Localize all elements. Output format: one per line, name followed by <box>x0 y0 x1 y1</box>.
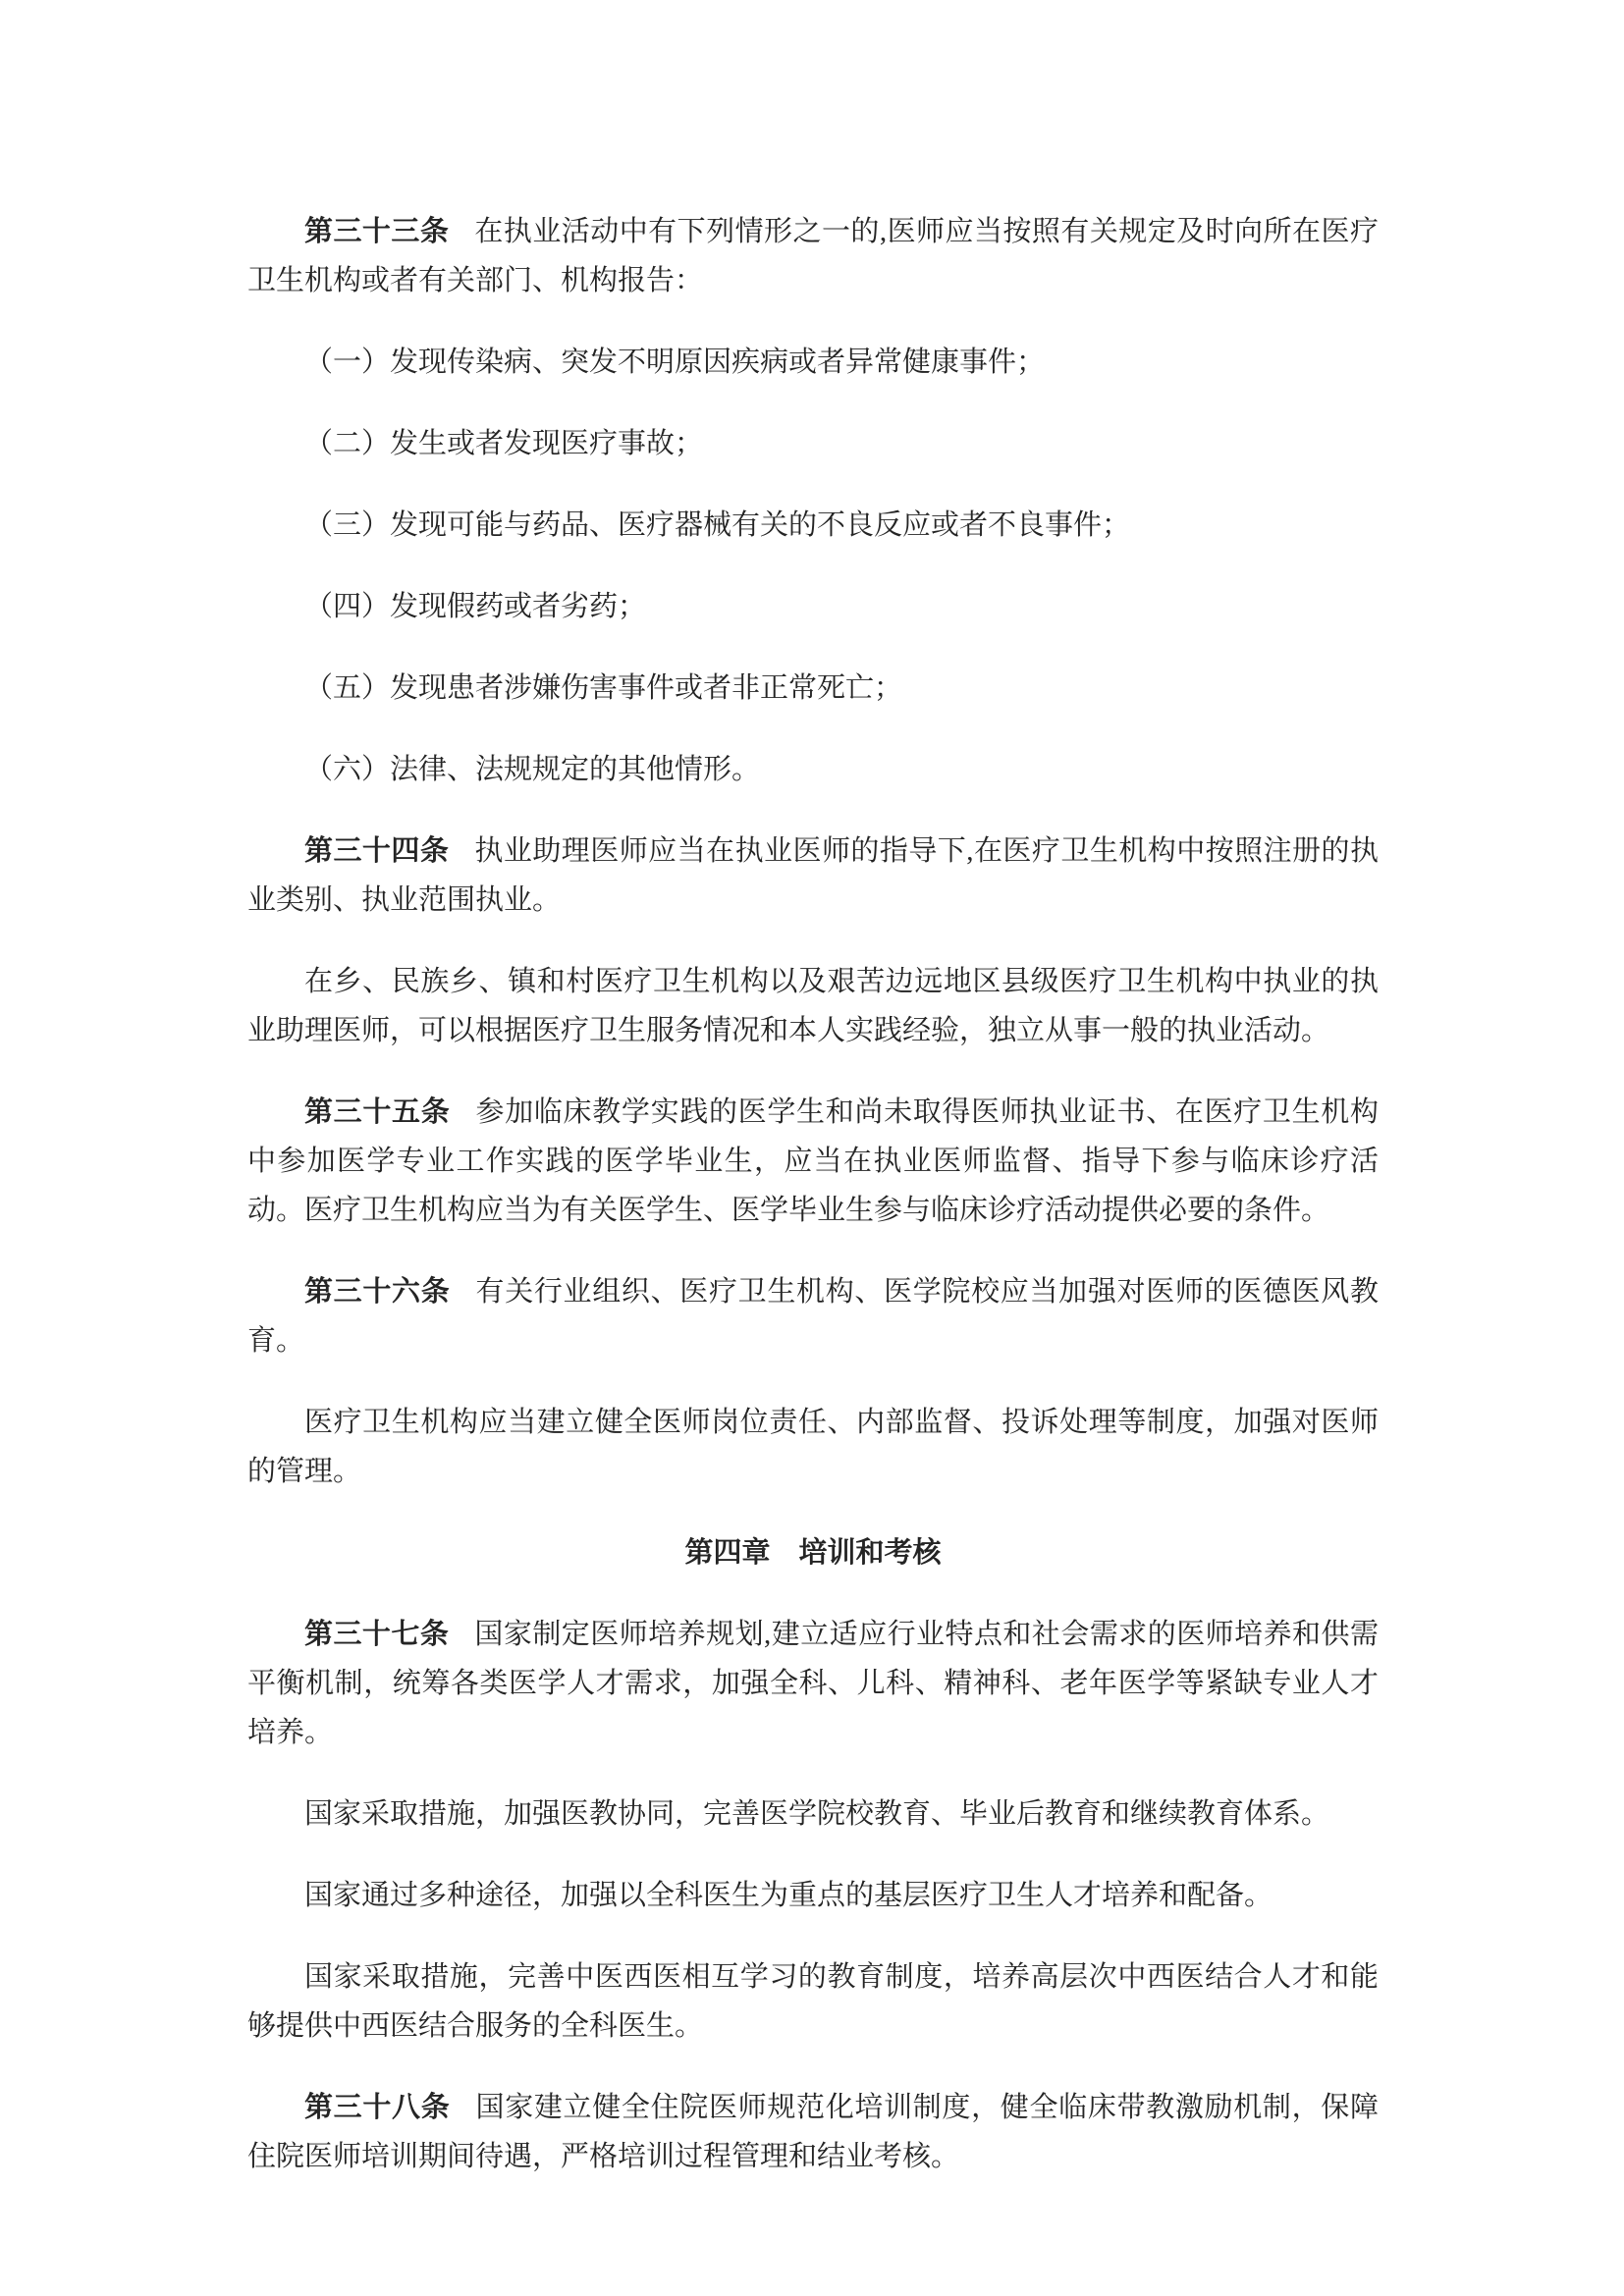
article-37-paragraph-2: 国家采取措施，加强医教协同，完善医学院校教育、毕业后教育和继续教育体系。 <box>304 1798 1330 1830</box>
article-38-paragraph <box>247 2083 1379 2181</box>
article-33-item-4: （四）发现假药或者劣药； <box>304 591 647 622</box>
article-38-number: 第三十八条 <box>304 2092 451 2123</box>
article-33-text: 在执业活动中有下列情形之一的,医师应当按照有关规定及时向所在医疗卫生机构或者有关部门、机构报告： <box>247 216 1379 296</box>
article-36-paragraph-2: 医疗卫生机构应当建立健全医师岗位责任、内部监督、投诉处理等制度，加强对医师的管理。 <box>247 1407 1379 1487</box>
article-33-item-6: （六）法律、法规规定的其他情形。 <box>304 754 761 785</box>
article-38-text: 国家建立健全住院医师规范化培训制度，健全临床带教激励机制，保障住院医师培训期间待遇，严格培训过程管理和结业考核。 <box>247 2092 1379 2172</box>
article-37-text: 国家制定医师培养规划,建立适应行业特点和社会需求的医师培养和供需平衡机制，统筹各类医学人才需求，加强全科、儿科、精神科、老年医学等紧缺专业人才培养。 <box>247 1619 1379 1748</box>
article-37-paragraph-4: 国家采取措施，完善中医西医相互学习的教育制度，培养高层次中西医结合人才和能够提供中西医结合服务的全科医生。 <box>247 1961 1379 2042</box>
article-37-paragraph-3: 国家通过多种途径，加强以全科医生为重点的基层医疗卫生人才培养和配备。 <box>304 1880 1273 1911</box>
article-37-number: 第三十七条 <box>304 1619 450 1650</box>
article-37-paragraph <box>247 1610 1379 1757</box>
article-33-item-2: （二）发生或者发现医疗事故； <box>304 428 704 459</box>
article-36-number: 第三十六条 <box>304 1276 451 1308</box>
article-34-paragraph-2: 在乡、民族乡、镇和村医疗卫生机构以及艰苦边远地区县级医疗卫生机构中执业的执业助理医师，可以根据医疗卫生服务情况和本人实践经验，独立从事一般的执业活动。 <box>247 966 1379 1046</box>
article-36-text: 有关行业组织、医疗卫生机构、医学院校应当加强对医师的医德医风教育。 <box>247 1276 1379 1357</box>
chapter-4-heading: 第四章 培训和考核 <box>684 1537 942 1569</box>
article-33-item-1: （一）发现传染病、突发不明原因疾病或者异常健康事件； <box>304 347 1046 378</box>
article-34-paragraph <box>247 827 1379 925</box>
article-35-paragraph <box>247 1088 1379 1235</box>
article-33-paragraph <box>247 207 1379 305</box>
article-33-number: 第三十三条 <box>304 216 450 247</box>
article-34-number: 第三十四条 <box>304 835 450 867</box>
article-35-text: 参加临床教学实践的医学生和尚未取得医师执业证书、在医疗卫生机构中参加医学专业工作实践的医学毕业生，应当在执业医师监督、指导下参与临床诊疗活动。医疗卫生机构应当为有关医学生、医学毕业生参与临床诊疗活动提供必要的条件。 <box>247 1096 1379 1226</box>
article-34-text: 执业助理医师应当在执业医师的指导下,在医疗卫生机构中按照注册的执业类别、执业范围执业。 <box>247 835 1379 916</box>
article-33-item-5: （五）发现患者涉嫌伤害事件或者非正常死亡； <box>304 672 903 704</box>
article-33-item-3: （三）发现可能与药品、医疗器械有关的不良反应或者不良事件； <box>304 509 1131 541</box>
article-35-number: 第三十五条 <box>304 1096 451 1128</box>
article-36-paragraph <box>247 1267 1379 1365</box>
